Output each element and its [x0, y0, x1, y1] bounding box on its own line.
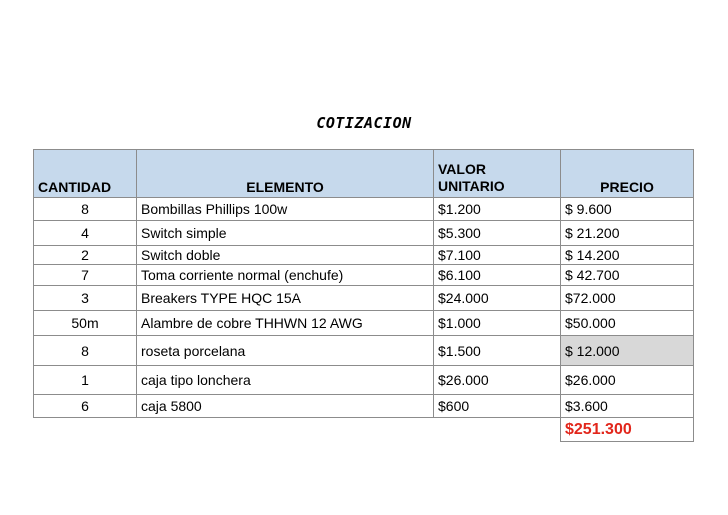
table-row — [34, 246, 694, 265]
empty-cell — [137, 418, 434, 442]
cell-elemento: Switch doble — [137, 246, 434, 265]
cell-precio: $ 9.600 — [561, 198, 694, 221]
cell-valor: $1.200 — [434, 198, 561, 221]
cell-cantidad: 4 — [34, 221, 137, 246]
document-title: COTIZACION — [316, 114, 412, 132]
cell-elemento: Bombillas Phillips 100w — [137, 198, 434, 221]
empty-cell — [434, 418, 561, 442]
header-valor-line1: VALOR — [438, 161, 486, 177]
cell-valor: $26.000 — [434, 366, 561, 395]
quote-table — [33, 149, 694, 442]
table-row — [34, 395, 694, 418]
cell-valor: $600 — [434, 395, 561, 418]
table-row — [34, 286, 694, 311]
total-value: $251.300 — [561, 418, 694, 442]
cell-valor: $1.000 — [434, 311, 561, 336]
header-valor-unitario — [434, 150, 561, 198]
cell-elemento: Toma corriente normal (enchufe) — [137, 265, 434, 286]
cell-cantidad: 6 — [34, 395, 137, 418]
header-row — [34, 150, 694, 198]
cell-valor: $7.100 — [434, 246, 561, 265]
table-row — [34, 221, 694, 246]
cell-elemento: Breakers TYPE HQC 15A — [137, 286, 434, 311]
cell-valor: $24.000 — [434, 286, 561, 311]
cell-cantidad: 7 — [34, 265, 137, 286]
cell-cantidad: 3 — [34, 286, 137, 311]
cell-elemento: Alambre de cobre THHWN 12 AWG — [137, 311, 434, 336]
header-elemento: ELEMENTO — [137, 150, 434, 198]
cell-precio: $50.000 — [561, 311, 694, 336]
cell-precio: $72.000 — [561, 286, 694, 311]
empty-cell — [34, 418, 137, 442]
cell-cantidad: 1 — [34, 366, 137, 395]
cell-cantidad: 2 — [34, 246, 137, 265]
cell-valor: $6.100 — [434, 265, 561, 286]
table-row — [34, 265, 694, 286]
total-row — [34, 418, 694, 442]
cell-precio: $26.000 — [561, 366, 694, 395]
table-row — [34, 198, 694, 221]
table-row — [34, 366, 694, 395]
cell-cantidad: 8 — [34, 336, 137, 366]
cell-precio: $ 42.700 — [561, 265, 694, 286]
cell-cantidad: 8 — [34, 198, 137, 221]
cell-precio: $ 21.200 — [561, 221, 694, 246]
cell-elemento: Switch simple — [137, 221, 434, 246]
table-row — [34, 311, 694, 336]
cell-precio-highlighted: $ 12.000 — [561, 336, 694, 366]
table-row — [34, 336, 694, 366]
header-valor-line2: UNITARIO — [438, 178, 505, 194]
header-precio: PRECIO — [561, 150, 694, 198]
cell-elemento: roseta porcelana — [137, 336, 434, 366]
cell-elemento: caja tipo lonchera — [137, 366, 434, 395]
cell-valor: $1.500 — [434, 336, 561, 366]
cell-valor: $5.300 — [434, 221, 561, 246]
header-cantidad: CANTIDAD — [34, 150, 137, 198]
cell-elemento: caja 5800 — [137, 395, 434, 418]
cell-cantidad: 50m — [34, 311, 137, 336]
cell-precio: $3.600 — [561, 395, 694, 418]
cell-precio: $ 14.200 — [561, 246, 694, 265]
